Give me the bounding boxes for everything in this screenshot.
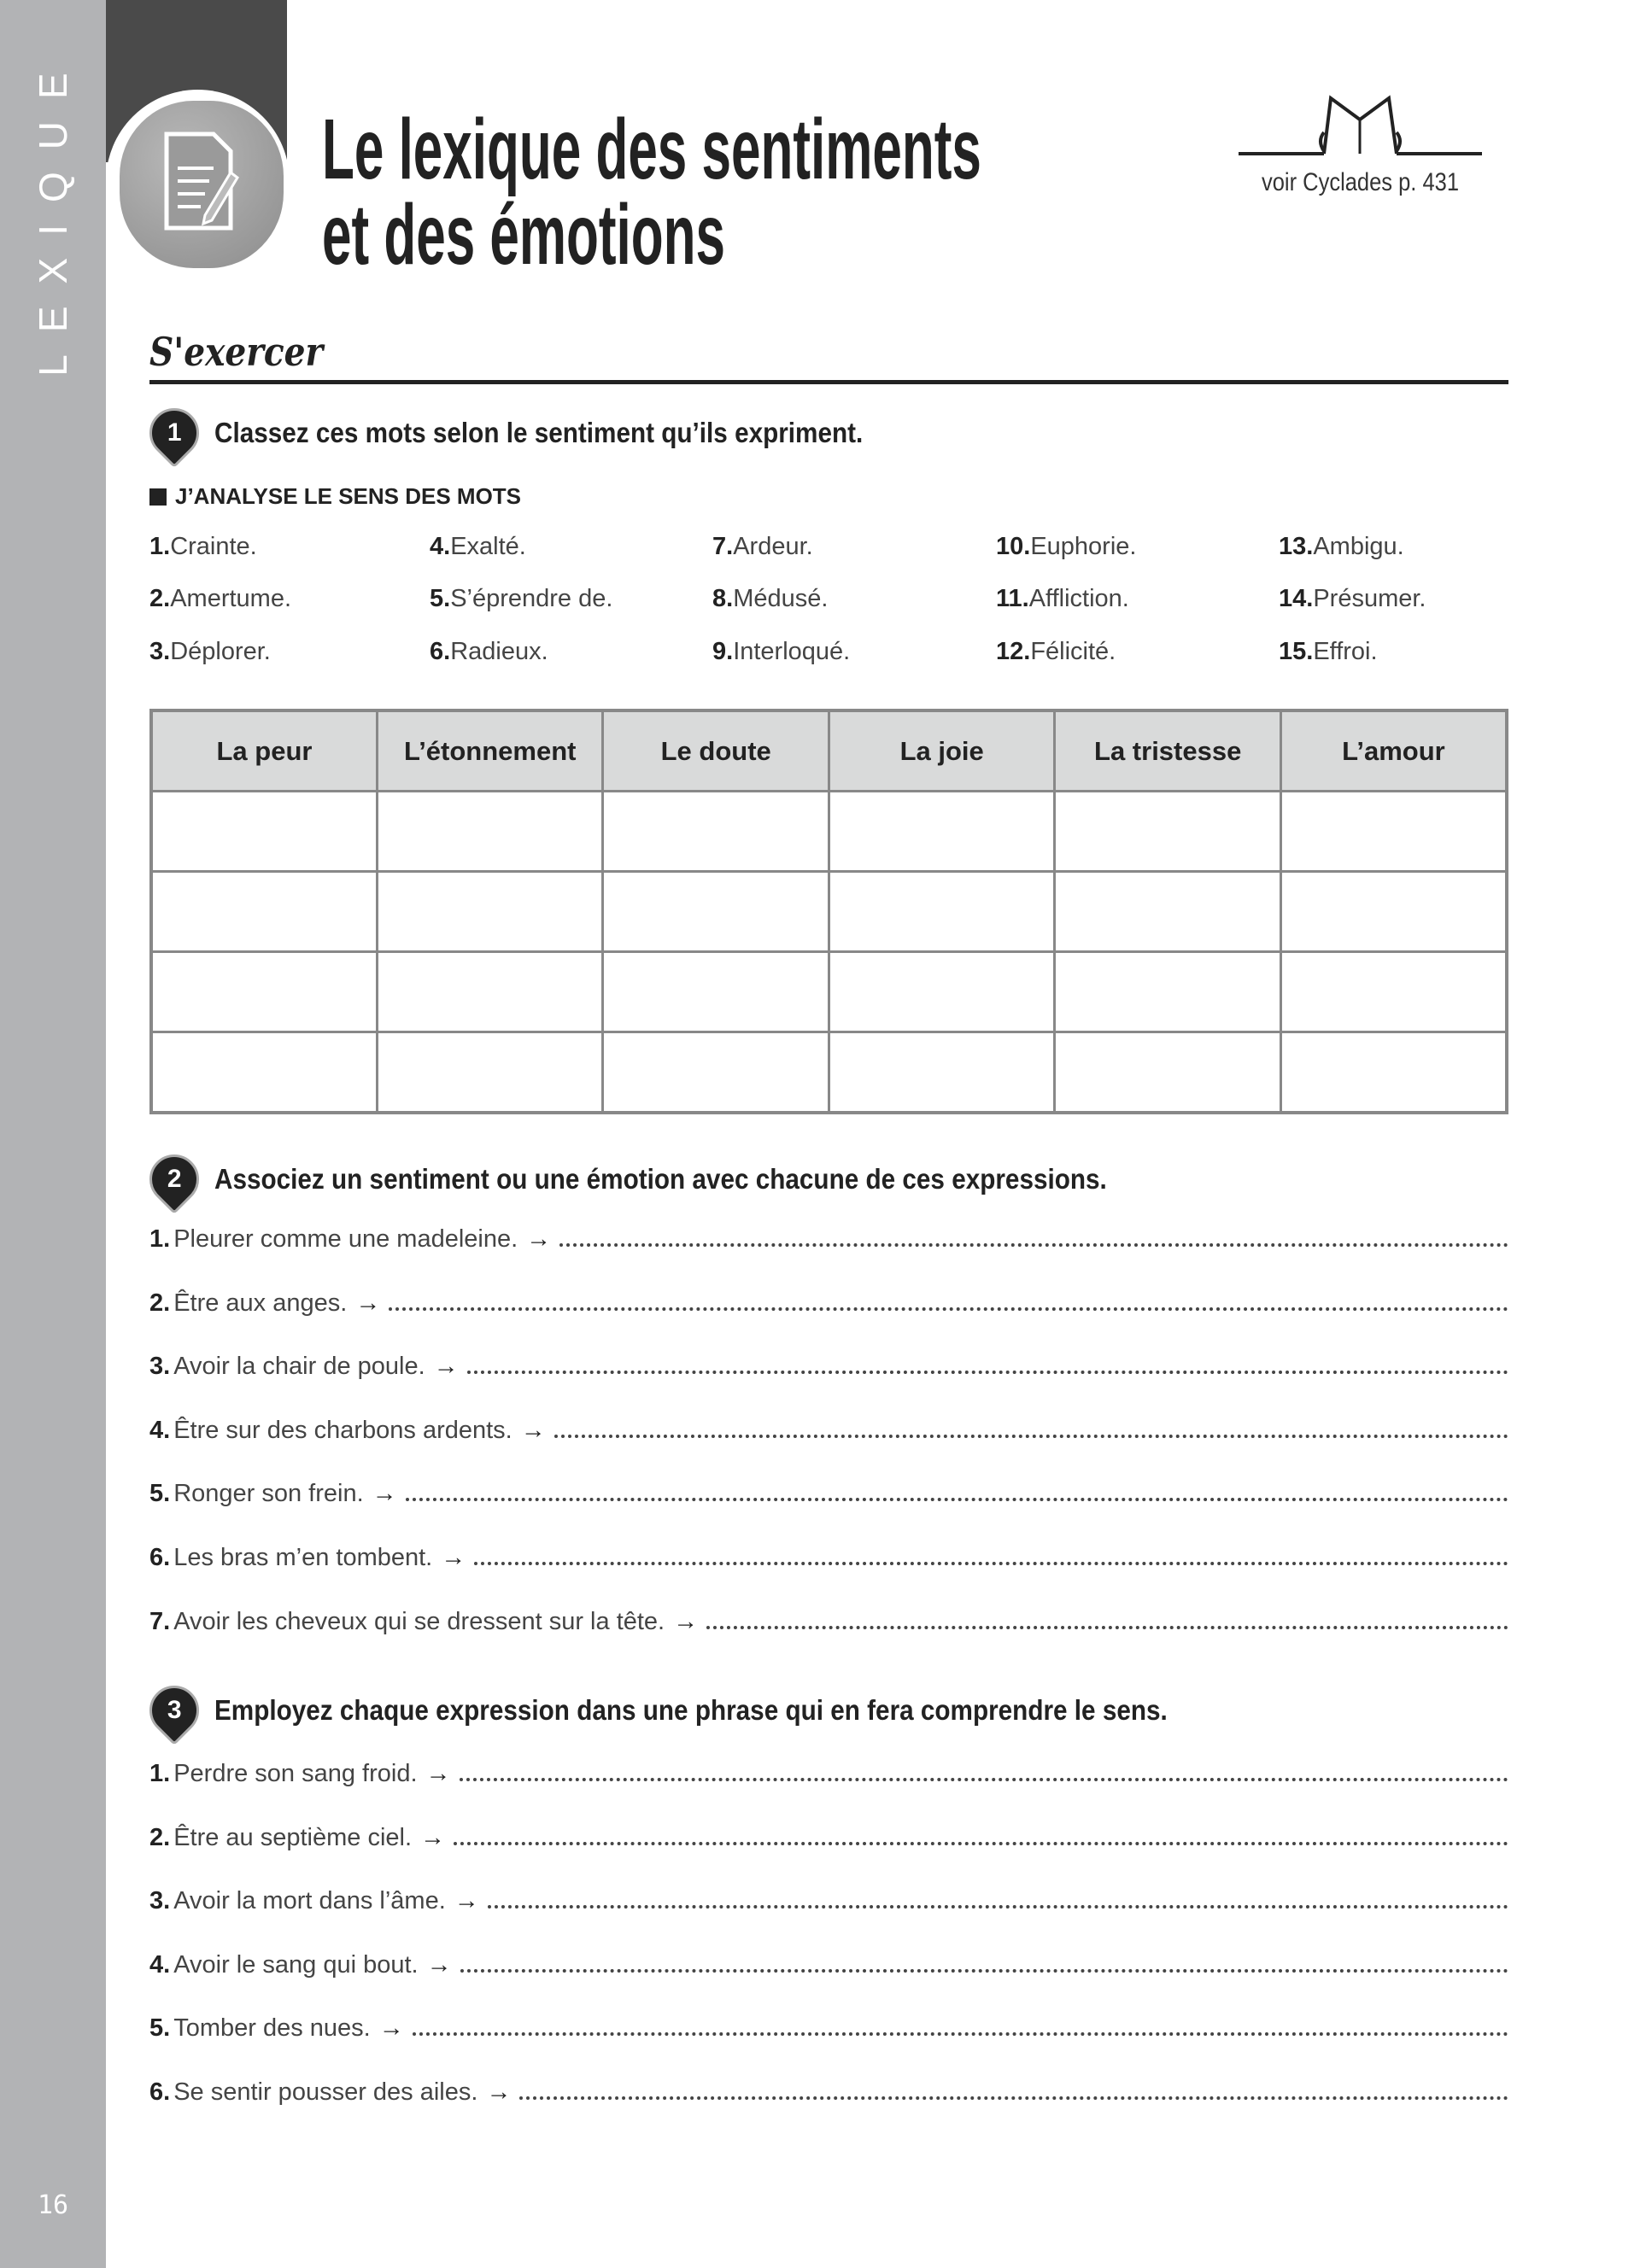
answer-cell[interactable] — [1055, 952, 1280, 1032]
word-number: 12. — [996, 638, 1031, 665]
answer-cell[interactable] — [1055, 1032, 1280, 1114]
table-row — [151, 1032, 1507, 1114]
answer-blank[interactable] — [554, 1434, 1508, 1438]
word-item — [149, 585, 291, 613]
word-item — [430, 638, 548, 666]
answer-blank[interactable] — [389, 1306, 1508, 1311]
arrow-icon: → — [420, 1823, 446, 1851]
answer-line — [149, 1887, 1508, 1915]
item-number: 5. — [149, 2014, 171, 2043]
word-number: 3. — [149, 638, 171, 665]
expression-text: Avoir la mort dans l’âme. — [173, 1887, 446, 1915]
word-item — [996, 533, 1136, 561]
table-header: La joie — [829, 710, 1054, 792]
arrow-icon: → — [526, 1225, 552, 1253]
answer-line — [149, 1824, 1508, 1852]
reading-book-icon — [1239, 94, 1482, 158]
answer-cell[interactable] — [603, 952, 829, 1032]
answer-cell[interactable] — [377, 952, 602, 1032]
word-number: 1. — [149, 533, 171, 560]
expression-text: Être au septième ciel. — [173, 1823, 413, 1851]
item-number: 6. — [149, 2078, 171, 2106]
word-item — [712, 533, 813, 561]
answer-blank[interactable] — [460, 1777, 1508, 1781]
word-item — [430, 585, 612, 613]
exercise-number: 3 — [167, 1696, 182, 1724]
word-item — [1279, 585, 1426, 613]
exercise-1-subheading — [149, 483, 521, 510]
word-text: Ardeur. — [733, 533, 813, 560]
answer-line — [149, 1480, 1508, 1508]
arrow-icon: → — [355, 1289, 381, 1317]
answer-cell[interactable] — [151, 792, 377, 872]
word-number: 14. — [1279, 585, 1314, 612]
item-number: 5. — [149, 1480, 171, 1508]
arrow-icon: → — [486, 2078, 512, 2106]
expression-text: Être sur des charbons ardents. — [173, 1416, 512, 1444]
arrow-icon: → — [454, 1887, 479, 1915]
table-header: L’étonnement — [377, 710, 602, 792]
answer-cell[interactable] — [377, 1032, 602, 1114]
exercise-instruction: Associez un sentiment ou une émotion avec chacune de ces expressions. — [214, 1163, 1107, 1195]
answer-cell[interactable] — [603, 792, 829, 872]
expression-text: Ronger son frein. — [173, 1480, 364, 1508]
table-row — [151, 792, 1507, 872]
answer-cell[interactable] — [1280, 792, 1507, 872]
section-title: S'exercer — [149, 329, 324, 375]
expression-text: Être aux anges. — [173, 1289, 348, 1317]
arrow-icon: → — [426, 1950, 452, 1979]
table-header: La tristesse — [1055, 710, 1280, 792]
answer-cell[interactable] — [1055, 792, 1280, 872]
table-header: Le doute — [603, 710, 829, 792]
expression-text: Se sentir pousser des ailes. — [173, 2078, 478, 2106]
word-number: 6. — [430, 638, 451, 665]
answer-line — [149, 1225, 1508, 1254]
word-item — [712, 638, 850, 666]
word-text: Amertume. — [170, 585, 292, 612]
word-number: 9. — [712, 638, 734, 665]
word-number: 15. — [1279, 638, 1314, 665]
table-header: L’amour — [1280, 710, 1507, 792]
word-text: Euphorie. — [1030, 533, 1137, 560]
answer-line — [149, 2014, 1508, 2043]
answer-cell[interactable] — [1055, 872, 1280, 952]
word-text: Médusé. — [733, 585, 829, 612]
arrow-icon: → — [441, 1544, 466, 1571]
word-text: Ambigu. — [1313, 533, 1404, 560]
answer-cell[interactable] — [829, 1032, 1054, 1114]
word-item — [149, 533, 257, 561]
expression-text: Avoir les cheveux qui se dressent sur la tête. — [173, 1607, 665, 1635]
answer-cell[interactable] — [829, 952, 1054, 1032]
answer-line — [149, 1544, 1508, 1572]
word-number: 8. — [712, 585, 734, 612]
arrow-icon: → — [673, 1607, 699, 1635]
book-reference — [1239, 94, 1482, 197]
answer-blank[interactable] — [460, 1968, 1508, 1973]
answer-blank[interactable] — [413, 2031, 1508, 2036]
answer-blank[interactable] — [488, 1904, 1508, 1909]
answer-cell[interactable] — [151, 872, 377, 952]
title-line-2: et des émotions — [322, 187, 725, 283]
exercise-instruction: Classez ces mots selon le sentiment qu’ils expriment. — [214, 417, 864, 448]
arrow-icon: → — [378, 2014, 404, 2043]
square-bullet-icon — [149, 488, 167, 506]
answer-cell[interactable] — [151, 1032, 377, 1114]
table-row — [151, 952, 1507, 1032]
item-number: 2. — [149, 1823, 171, 1851]
answer-line — [149, 1353, 1508, 1381]
item-number: 6. — [149, 1544, 171, 1571]
item-number: 3. — [149, 1353, 171, 1381]
word-text: Présumer. — [1313, 585, 1426, 612]
answer-cell[interactable] — [829, 872, 1054, 952]
answer-blank[interactable] — [406, 1497, 1508, 1501]
word-number: 7. — [712, 533, 734, 560]
answer-blank[interactable] — [454, 1841, 1508, 1845]
item-number: 4. — [149, 1950, 171, 1979]
document-pencil-icon — [162, 130, 239, 232]
answer-blank[interactable] — [474, 1561, 1508, 1565]
word-number: 13. — [1279, 533, 1314, 560]
word-number: 5. — [430, 585, 451, 612]
answer-line — [149, 1760, 1508, 1788]
page-number: 16 — [37, 2190, 69, 2220]
word-number: 4. — [430, 533, 451, 560]
word-item — [149, 638, 271, 666]
item-number: 3. — [149, 1887, 171, 1915]
subheading-text: J’ANALYSE LE SENS DES MOTS — [175, 483, 522, 509]
word-item — [996, 585, 1129, 613]
word-text: Félicité. — [1030, 638, 1116, 665]
answer-blank[interactable] — [467, 1370, 1508, 1374]
exercise-instruction: Employez chaque expression dans une phrase qui en fera comprendre le sens. — [214, 1694, 1168, 1726]
word-text: Interloqué. — [733, 638, 851, 665]
answer-blank[interactable] — [519, 2096, 1508, 2100]
word-number: 2. — [149, 585, 171, 612]
item-number: 2. — [149, 1289, 171, 1317]
item-number: 1. — [149, 1225, 171, 1253]
exercise-number: 1 — [167, 418, 182, 447]
word-item — [430, 533, 526, 561]
exercise-number-badge — [139, 1675, 209, 1745]
sidebar — [0, 0, 106, 2268]
item-number: 4. — [149, 1416, 171, 1444]
expression-text: Pleurer comme une madeleine. — [173, 1225, 518, 1253]
answer-cell[interactable] — [377, 872, 602, 952]
answer-blank[interactable] — [559, 1242, 1508, 1247]
classification-table — [149, 709, 1508, 1114]
word-text: Radieux. — [450, 638, 548, 665]
word-text: Effroi. — [1313, 638, 1378, 665]
table-header: La peur — [151, 710, 377, 792]
item-number: 1. — [149, 1760, 171, 1787]
expression-text: Avoir le sang qui bout. — [173, 1950, 419, 1979]
arrow-icon: → — [372, 1480, 397, 1508]
word-text: Crainte. — [170, 533, 257, 560]
expression-text: Tomber des nues. — [173, 2014, 371, 2043]
exercise-number-badge — [139, 398, 209, 468]
answer-cell[interactable] — [377, 792, 602, 872]
answer-cell[interactable] — [1280, 1032, 1507, 1114]
expression-text: Perdre son sang froid. — [173, 1760, 418, 1787]
sidebar-label: LEXIQUE — [31, 50, 75, 377]
expression-text: Les bras m’en tombent. — [173, 1544, 433, 1571]
answer-cell[interactable] — [603, 872, 829, 952]
answer-cell[interactable] — [829, 792, 1054, 872]
word-number: 10. — [996, 533, 1031, 560]
reference-text: voir Cyclades p. 431 — [1261, 168, 1460, 196]
exercise-1-heading — [149, 408, 935, 458]
word-text: Déplorer. — [170, 638, 271, 665]
section-heading — [149, 329, 1508, 384]
answer-cell[interactable] — [603, 1032, 829, 1114]
word-number: 11. — [996, 585, 1029, 612]
word-text: S’éprendre de. — [450, 585, 613, 612]
table-row — [151, 872, 1507, 952]
answer-line — [149, 1608, 1508, 1636]
word-item — [1279, 533, 1404, 561]
arrow-icon: → — [433, 1353, 459, 1381]
word-item — [1279, 638, 1378, 666]
answer-line — [149, 1417, 1508, 1445]
exercise-number: 2 — [167, 1165, 182, 1193]
exercise-number-badge — [139, 1144, 209, 1214]
answer-line — [149, 1289, 1508, 1318]
exercise-2-heading — [149, 1154, 1206, 1204]
answer-line — [149, 2078, 1508, 2107]
arrow-icon: → — [520, 1416, 546, 1444]
word-item — [996, 638, 1116, 666]
word-item — [712, 585, 828, 613]
item-number: 7. — [149, 1607, 171, 1635]
answer-cell[interactable] — [1280, 872, 1507, 952]
answer-blank[interactable] — [706, 1625, 1508, 1629]
arrow-icon: → — [425, 1760, 451, 1787]
answer-line — [149, 1951, 1508, 1979]
answer-cell[interactable] — [151, 952, 377, 1032]
page-title — [322, 102, 981, 283]
exercise-3-heading — [149, 1686, 1274, 1735]
expression-text: Avoir la chair de poule. — [173, 1353, 425, 1381]
word-text: Affliction. — [1028, 585, 1129, 612]
title-line-1: Le lexique des sentiments — [322, 102, 981, 197]
answer-cell[interactable] — [1280, 952, 1507, 1032]
word-text: Exalté. — [450, 533, 526, 560]
